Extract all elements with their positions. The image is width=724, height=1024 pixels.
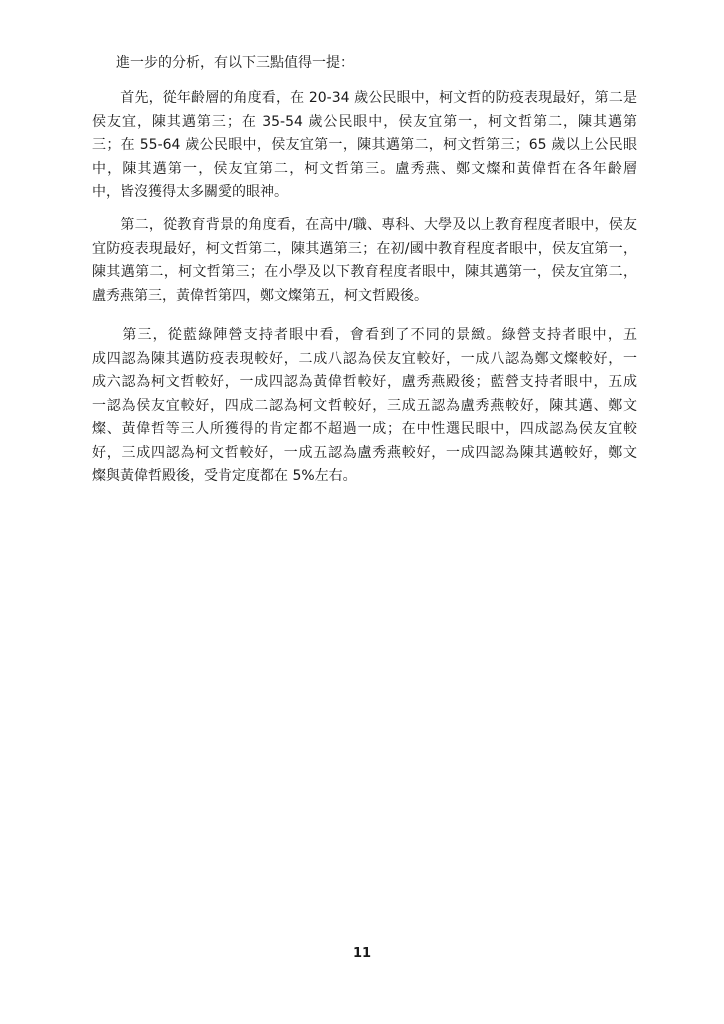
paragraph-line: 中，皆沒獲得太多關愛的眼神。 [92, 184, 288, 200]
paragraph-line: 第二，從教育背景的角度看，在高中/職、專科、大學及以上教育程度者眼中，侯友 [92, 217, 637, 233]
paragraph-line: 燦與黃偉哲殿後，受肯定度都在 5%左右。 [92, 468, 357, 484]
paragraph-line: 中，陳其邁第一，侯友宜第二，柯文哲第三。盧秀燕、鄭文燦和黃偉哲在各年齡層 [92, 160, 637, 177]
paragraph-education [92, 214, 637, 308]
paragraph-line: 首先，從年齡層的角度看，在 20-34 歲公民眼中，柯文哲的防疫表現最好，第二是 [92, 90, 637, 106]
paragraph-line: 燦、黃偉哲等三人所獲得的肯定都不超過一成；在中性選民眼中，四成認為侯友宜較 [92, 421, 637, 437]
paragraph-line: 第三，從藍綠陣營支持者眼中看，會看到了不同的景緻。綠營支持者眼中，五 [92, 327, 637, 343]
paragraph-line: 陳其邁第二，柯文哲第三；在小學及以下教育程度者眼中，陳其邁第一，侯友宜第二， [92, 264, 637, 280]
paragraph-line: 成六認為柯文哲較好，一成四認為黃偉哲較好，盧秀燕殿後；藍營支持者眼中，五成 [92, 374, 637, 390]
paragraph-line: 侯友宜，陳其邁第三；在 35-54 歲公民眼中，侯友宜第一，柯文哲第二，陳其邁第 [92, 113, 637, 130]
paragraph-line: 好，三成四認為柯文哲較好，一成五認為盧秀燕較好，一成四認為陳其邁較好，鄭文 [92, 444, 637, 461]
paragraph-line: 三；在 55-64 歲公民眼中，侯友宜第一，陳其邁第二，柯文哲第三；65 歲以上公民眼 [92, 137, 637, 153]
paragraph-line: 宜防疫表現最好，柯文哲第二，陳其邁第三；在初/國中教育程度者眼中，侯友宜第一， [92, 240, 637, 257]
paragraph-line: 盧秀燕第三，黃偉哲第四，鄭文燦第五，柯文哲殿後。 [92, 287, 428, 304]
paragraph-line: 成四認為陳其邁防疫表現較好，二成八認為侯友宜較好，一成八認為鄭文燦較好，一 [92, 350, 637, 367]
intro-sentence: 進一步的分析，有以下三點值得一提： [116, 55, 354, 71]
page-number: 11 [352, 946, 372, 961]
paragraph-line: 一認為侯友宜較好，四成二認為柯文哲較好，三成五認為盧秀燕較好，陳其邁、鄭文 [92, 397, 637, 414]
paragraph-age-group [92, 87, 637, 205]
paragraph-party-camp [92, 324, 637, 489]
